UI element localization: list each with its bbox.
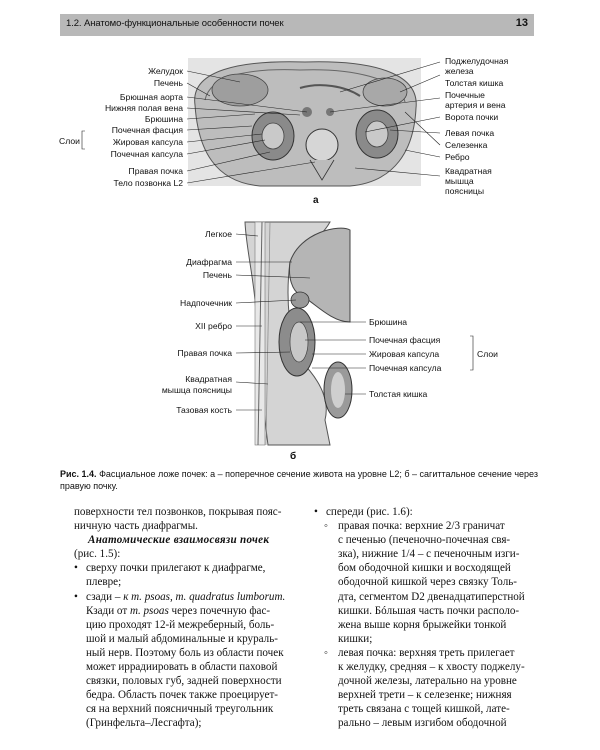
text-line: ся на верхний поясничный треугольник [86,703,274,716]
text-line: поверхности тел позвонков, покрывая пояс- [74,506,282,518]
label-inferior-vena-cava: Нижняя полая вена [104,103,183,113]
text-line: левая почка: верхняя треть прилегает [338,646,515,659]
text-span: Кзади от [86,604,130,617]
text-line: дочной железы, латерально на уровне [338,675,517,688]
label-fat-capsule: Жировая капсула [112,137,183,147]
label-liver: Печень [153,78,183,88]
text-line: (Гринфельта–Лесгафта); [86,717,202,730]
figure-letter-a: а [313,195,319,206]
label-fat-capsule-b: Жировая капсула [369,349,440,359]
text-line: жена выше корня брыжейки тонкой [338,618,507,631]
label-pancreas-1: Поджелудочная [445,56,509,66]
label-right-kidney: Правая почка [128,166,183,176]
bullet-icon: • [74,590,78,603]
sub-bullet-left-kidney [314,646,536,731]
label-renal-capsule: Почечная капсула [110,149,183,159]
text-line: ный нерв. Поэтому боль из области почек [86,646,284,659]
label-colon-a: Толстая кишка [445,78,504,88]
label-quadratus-b-2: мышца поясницы [161,385,232,395]
text-line: (рис. 1.5): [74,548,121,561]
label-pancreas-2: железа [445,66,474,76]
label-renal-vessels-2: артерия и вена [445,100,506,110]
text-line: зка), нижние 1/4 – с печеночным изги- [338,548,520,561]
section-title: 1.2. Анатомо-функциональные особенности почек [66,18,284,29]
label-quadratus-1: Квадратная [445,166,492,176]
text-line: связки, половых губ, задней поверхности [86,675,282,688]
right-column [314,505,536,731]
circle-bullet-icon: ◦ [324,520,328,533]
text-span: m. psoas [129,604,169,617]
caption-label: Рис. 1.4. [60,469,97,479]
text-line: кишки. Бóльшая часть почки располо- [338,604,520,617]
page-number: 13 [515,17,528,29]
bullet-item [74,561,302,589]
figure-caption [60,468,538,492]
text-line: плевре; [86,576,122,589]
text-line: бом ободочной кишки и восходящей [338,562,511,575]
label-quadratus-3: поясницы [445,186,485,196]
label-left-kidney: Левая почка [445,128,495,138]
label-layers-b: Слои [477,349,498,359]
sub-bullet-right-kidney [314,519,536,646]
text-line: ободочной кишкой через связку Толь- [338,576,517,589]
text-line: шой и малый абдоминальные и крураль- [86,632,278,645]
label-liver-b: Печень [202,270,232,280]
label-peritoneum: Брюшина [144,114,183,124]
text-line: правая почка: верхние 2/3 граничат [338,520,505,533]
bullet-icon: • [74,562,78,575]
text-line: может иррадиировать в области паховой [86,661,278,674]
label-renal-capsule-b: Почечная капсула [369,363,442,373]
label-pelvic-bone: Тазовая кость [176,405,232,415]
bullet-item [314,505,536,519]
label-peritoneum-b: Брюшина [369,317,408,327]
label-diaphragm: Диафрагма [186,257,232,267]
text-line: дта, сегментом D2 двенадцатиперстной [338,590,525,603]
text-line: бедра. Область почек также проецирует- [86,689,278,702]
text-line: спереди (рис. 1.6): [326,506,413,518]
label-quadratus-b-1: Квадратная [185,374,232,384]
label-renal-fascia: Почечная фасция [111,125,183,135]
label-vertebral-body-l2: Тело позвонка L2 [113,178,183,188]
bullet-item [74,590,302,731]
label-stomach: Желудок [148,66,183,76]
label-renal-hilum: Ворота почки [445,112,499,122]
text-line: верхней трети – к селезенке; нижняя [338,689,512,702]
figure-letter-b: б [290,451,297,462]
label-quadratus-2: мышца [445,176,474,186]
label-right-kidney-b: Правая почка [177,348,232,358]
text-line: ничную часть диафрагмы. [74,520,198,533]
label-xii-rib: XII ребро [195,321,232,331]
label-abdominal-aorta: Брюшная аорта [119,92,183,102]
sagittal-section-illustration [245,222,352,445]
label-renal-fascia-b: Почечная фасция [369,335,441,345]
text-line: сверху почки прилегают к диафрагме, [86,562,266,575]
label-layers-a: Слои [59,136,80,146]
text-line: кишки; [338,632,373,645]
label-colon-b: Толстая кишка [369,389,428,399]
circle-bullet-icon: ◦ [324,646,328,659]
transverse-section-illustration [188,58,421,186]
text-line: с печенью (печеночно-почечная свя- [338,534,511,547]
label-spleen: Селезенка [445,140,488,150]
text-span: через почечную фас- [168,604,271,617]
section-heading: Анатомические взаимосвязи почек [88,534,270,547]
text-line: рально – левым изгибом ободочной [338,717,507,730]
text-line: к желудку, средняя – к хвосту поджелу- [338,661,525,674]
label-adrenal: Надпочечник [180,298,232,308]
label-rib: Ребро [445,152,470,162]
text-line: треть связана с тощей кишкой, лате- [338,703,510,716]
text-span: к m. psoas, m. quadratus lumborum. [123,590,286,603]
left-column [74,505,302,731]
bullet-icon: • [314,506,318,518]
text-line: цию проходят 12-й межреберный, боль- [86,618,275,631]
label-renal-vessels-1: Почечные [445,90,485,100]
label-lung: Легкое [205,229,232,239]
text-span: сзади – [86,590,124,603]
caption-text: Фасциальное ложе почек: а – поперечное сечение живота на уровне L2; б – сагиттальное сечение через правую почку. [60,469,538,491]
